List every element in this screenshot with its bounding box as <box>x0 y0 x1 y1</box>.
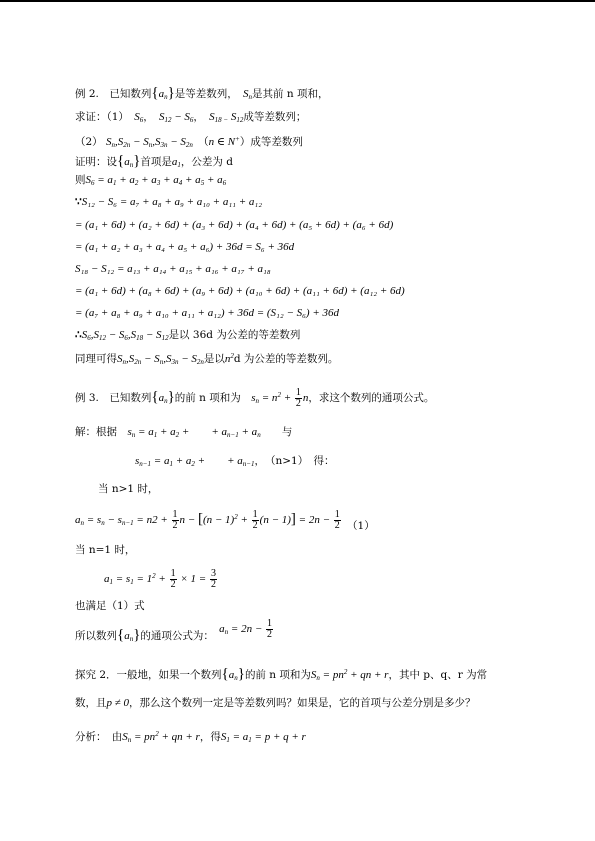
case-n-gt-1: 当 n>1 时， <box>98 483 159 495</box>
a1-value: $a_1 = s_1 = 1^2$ + $\frac{1}{2}$ × 1 = $\frac{3}{2}$ <box>104 568 216 590</box>
general-term-derivation: $a_n = s_n - s_{n-1} = n2$ + $\frac{1}{2}$ $n - [(n - 1)^2$ + $\frac{1}{2}$ (n − 1)] = 2n − $\frac{1}{2}$ （1） <box>75 509 375 533</box>
example-2-statement: 例 2. 已知数列$\{a_n\}$是等差数列， $S_n$是其前 n 项和， <box>75 85 329 101</box>
proof-line-9: S₁₈ − S₁₂ = a₁₃ + a₁₄ + a₁₅ + a₁₆ + a₁₇ + a₁₈ <box>75 263 271 275</box>
case-n-eq-1: 当 n=1 时， <box>75 544 136 556</box>
also-satisfies: 也满足（1）式 <box>75 600 145 612</box>
analysis: 分析： 由$S_n = pn^2$ + qn + r，得$S_1 = a_1 = p + q + r$ <box>75 730 306 744</box>
proof-line-8: = (a₁ + a₂ + a₃ + a₄ + a₅ + a₆) + 36d = S₆ + 36d <box>75 241 295 253</box>
proof-line-11: = (a₇ + a₈ + a₉ + a₁₀ + a₁₁ + a₁₂) + 36d = (S₁₂ − S₆) + 36d <box>75 307 340 319</box>
solution-sn-minus-1: $s_{n-1} = a_1 + a_2$ + + $a_{n-1}$， （n>1） 得： <box>135 455 335 468</box>
prove-part-1: 求证：（1） $S_6$， $S_{12} - S_6$， $S_{18 -}$ $S_{12}$成等差数列； <box>75 111 307 124</box>
proof-similarly: 同理可得$S_n,S_{2n} - S_n,S_{3n} - S_{2n}$是以$n^2d$ 为公差的等差数列。 <box>75 352 339 366</box>
exploration-2-line-1: 探究 2．一般地，如果一个数列$\{a_n\}$的前 n 项和为$S_n = pn^2$ + qn + r，其中 p、q、r 为常 <box>75 666 488 682</box>
example-3-statement: 例 3. 已知数列$\{a_n\}$的前 n 项和为 $s_n = n^2$ + $\frac{1}{2}$ n，求这个数列的通项公式。 <box>75 387 435 409</box>
general-term-result: 所以数列$\{a_n\}$的通项公式为： $a_n = 2n$ − $\frac{1}{2}$ <box>75 618 273 644</box>
page-top-rule <box>0 0 595 2</box>
proof-line-6: ∵S₁₂ − S₆ = a₇ + a₈ + a₉ + a₁₀ + a₁₁ + a₁₂ <box>75 196 263 208</box>
proof-setup: 证明：设$\{a_n\}$首项是$a_1$，公差为 d <box>75 153 233 169</box>
proof-conclusion: $\therefore S_6,S_{12} - S_6,S_{18} - S_{12}$是以 36d 为公差的等差数列 <box>75 329 301 342</box>
prove-part-2: （2） $S_n,S_{2n} - S_n,S_{3n} - S_{2n}$ （n ∈ N+）成等差数列 <box>75 135 303 149</box>
proof-s6: 则$S_6 = a_1 + a_2 + a_3 + a_4 + a_5 + a_6$ <box>75 174 227 187</box>
solution-start: 解：根据 $s_n = a_1 + a_2$ + + $a_{n-1} + a_n$ 与 <box>75 426 293 439</box>
proof-line-7: = (a₁ + 6d) + (a₂ + 6d) + (a₃ + 6d) + (a₄ + 6d) + (a₅ + 6d) + (a₆ + 6d) <box>75 219 394 231</box>
proof-line-10: = (a₁ + 6d) + (a₈ + 6d) + (a₉ + 6d) + (a₁₀ + 6d) + (a₁₁ + 6d) + (a₁₂ + 6d) <box>75 285 405 297</box>
exploration-2-line-2: 数，且p ≠ 0，那么这个数列一定是等差数列吗？如果是，它的首项与公差分别是多少？ <box>75 697 476 709</box>
